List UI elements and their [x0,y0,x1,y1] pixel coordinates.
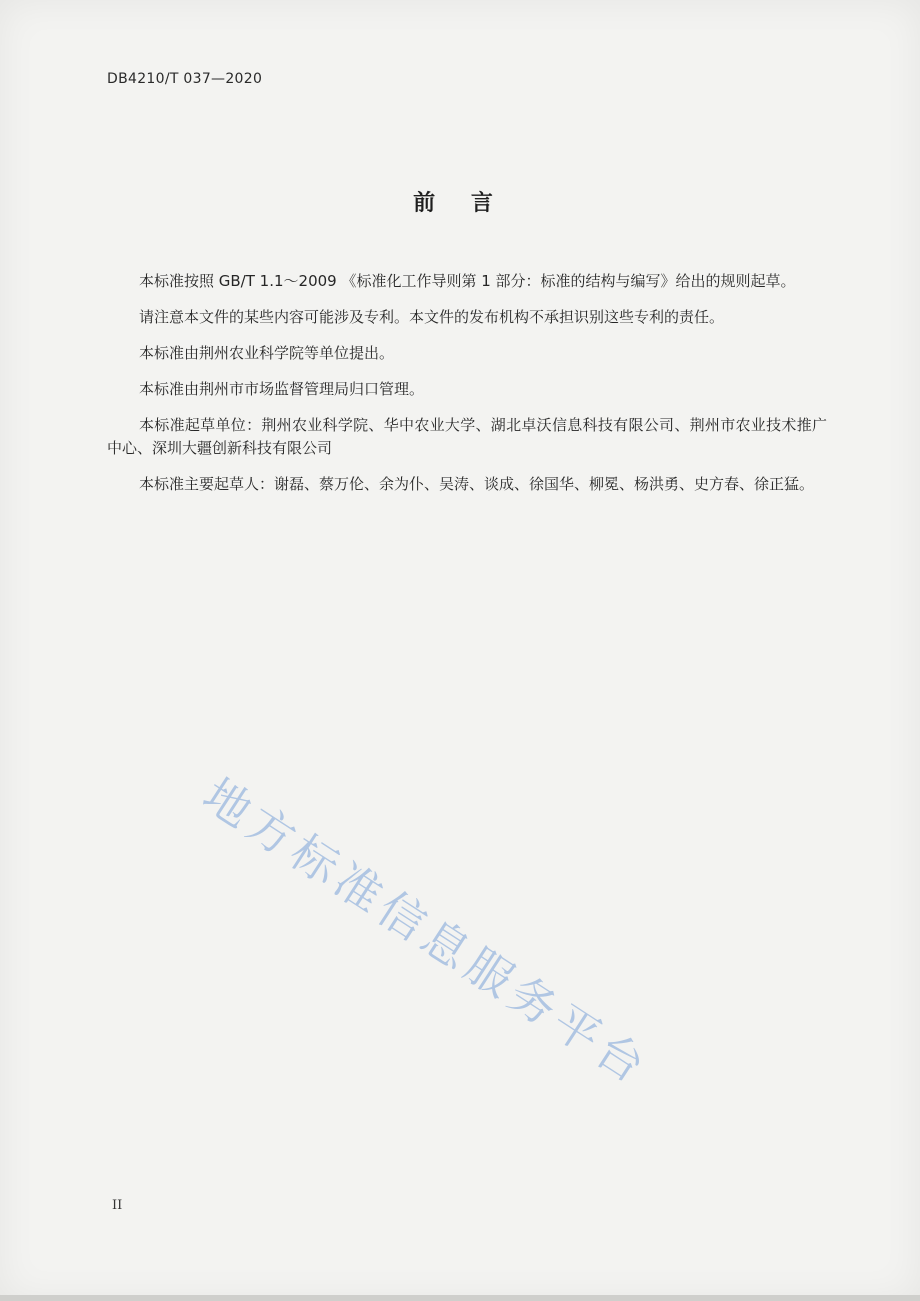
paragraph-proposer: 本标准由荆州农业科学院等单位提出。 [139,344,395,362]
document-code: DB4210/T 037—2020 [107,71,263,87]
paragraph-administrator: 本标准由荆州市市场监督管理局归口管理。 [139,380,425,398]
paragraph-drafting-units: 本标准起草单位：荆州农业科学院、华中农业大学、湖北卓沃信息科技有限公司、荆州市农业技术推广中心、深圳大疆创新科技有限公司 [107,416,827,457]
paragraph-drafters: 本标准主要起草人：谢磊、蔡万伦、余为仆、吴涛、谈成、徐国华、柳冕、杨洪勇、史方春、徐正猛。 [139,475,815,493]
page-number: II [112,1198,123,1213]
watermark-text: 地方标准信息服务平台 [193,767,660,1097]
paragraph-patent-notice: 请注意本文件的某些内容可能涉及专利。本文件的发布机构不承担识别这些专利的责任。 [139,308,725,326]
section-title: 前 言 [413,191,507,216]
scan-bottom-edge [0,1295,920,1301]
foreword-body [107,270,827,509]
paragraph-drafting-rules: 本标准按照 GB/T 1.1～2009 《标准化工作导则第 1 部分：标准的结构与编写》给出的规则起草。 [139,272,796,290]
